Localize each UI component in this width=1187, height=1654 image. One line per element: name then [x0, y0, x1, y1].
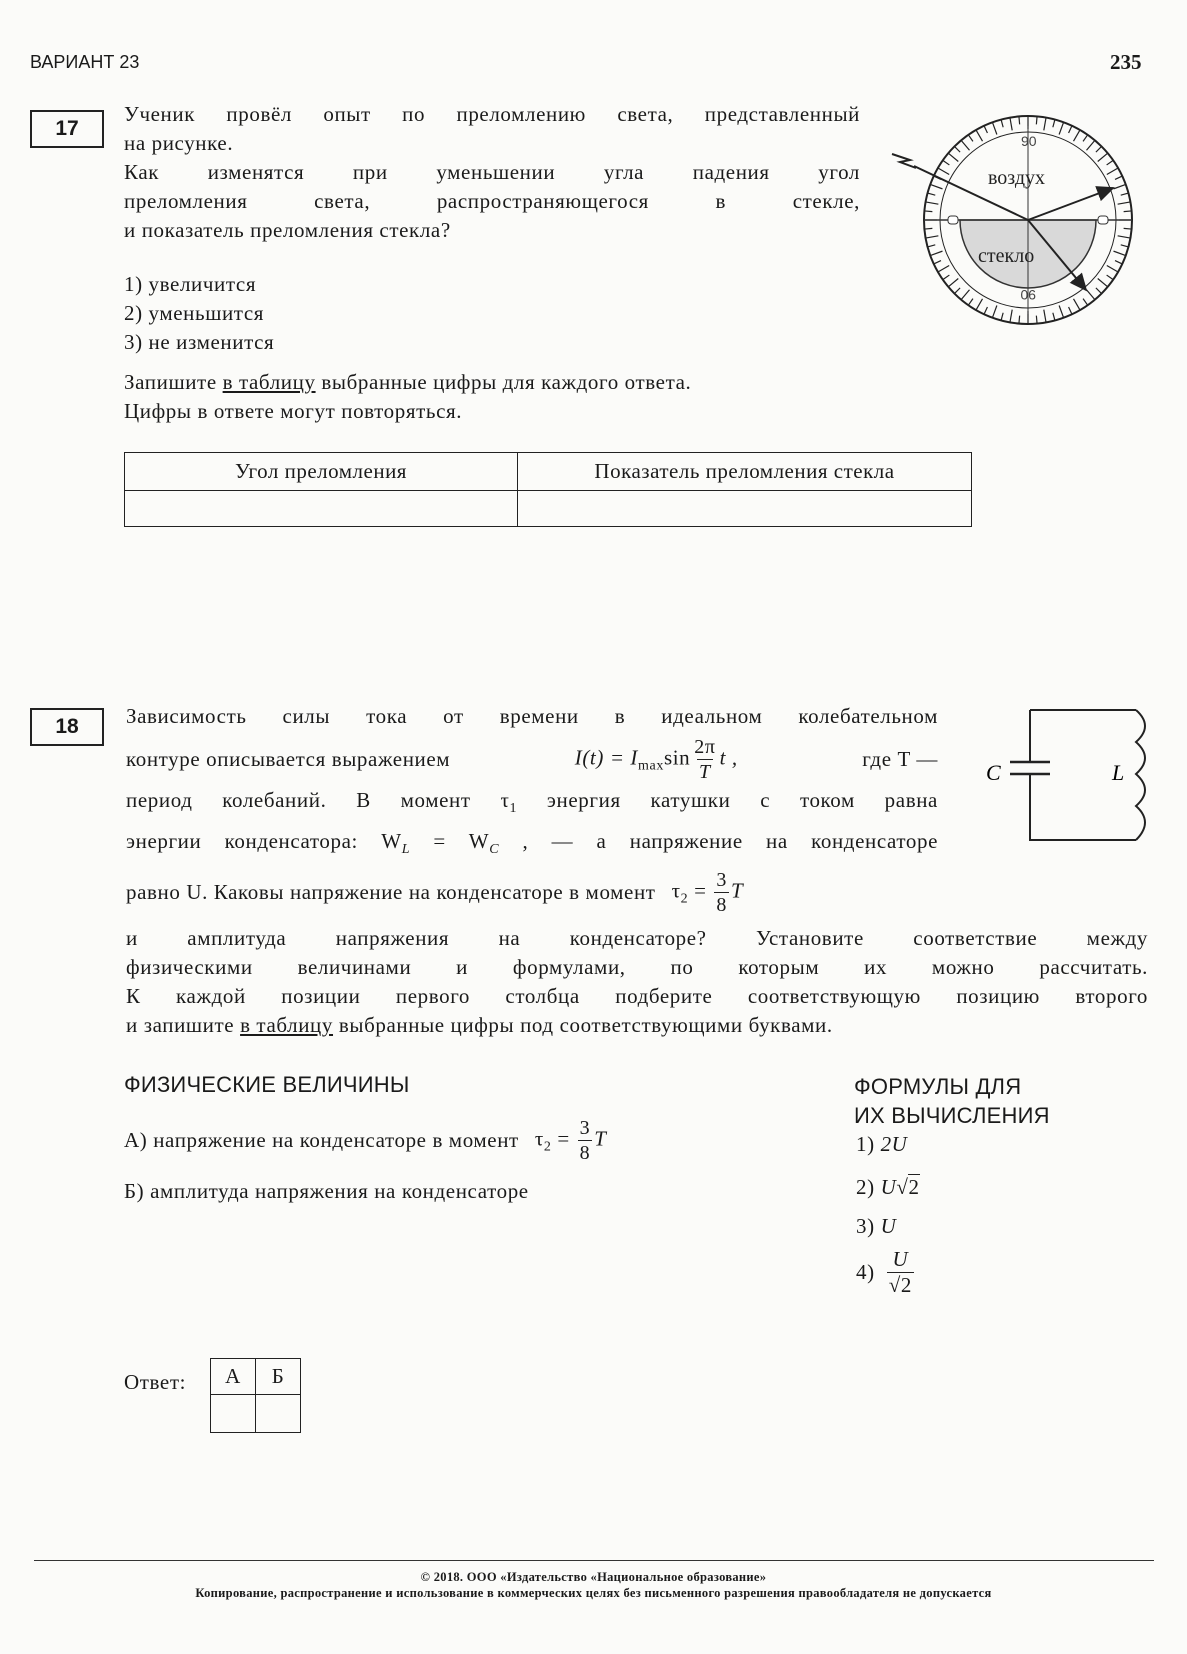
frac-num: U — [892, 1247, 909, 1271]
answer-col-b: Б — [256, 1359, 301, 1395]
label-air: воздух — [988, 167, 1046, 189]
eq: = — [688, 878, 713, 903]
table-header: Угол преломления — [125, 453, 518, 491]
tau: τ — [534, 1126, 544, 1151]
sub: 2 — [543, 1139, 552, 1155]
text-part: период колебаний. В момент τ — [126, 788, 510, 812]
item-a-text: А) напряжение на конденсаторе в момент — [124, 1128, 519, 1152]
sub: C — [489, 842, 500, 857]
frac-num: 3 — [716, 869, 727, 891]
scale-tick — [1059, 306, 1063, 318]
sqrt-symbol: √ — [888, 1273, 901, 1297]
tau2-formula — [672, 870, 744, 915]
scale-tick — [954, 146, 960, 152]
scale-tick — [1053, 313, 1055, 321]
frac-num: 3 — [579, 1117, 591, 1139]
scale-tick — [1107, 160, 1114, 165]
fraction-3-8 — [578, 1118, 593, 1163]
table-header: Показатель преломления стекла — [518, 453, 972, 491]
scale-tick — [1124, 228, 1132, 229]
q17-option: 1) увеличится — [124, 272, 257, 296]
fraction-3-8 — [714, 870, 729, 915]
scale-tick — [1001, 120, 1003, 128]
scale-tick — [1114, 184, 1126, 188]
item-b: Б) амплитуда напряжения на конденсаторе — [124, 1179, 529, 1203]
tau: τ — [671, 878, 681, 903]
scale-tick — [1096, 146, 1102, 152]
scale-tick — [1121, 193, 1129, 195]
q18-line: К каждой позиции первого столбца подберите соответствующую позицию второго — [126, 984, 1148, 1008]
scale-tick — [1115, 261, 1122, 264]
scale-tick — [1001, 313, 1003, 321]
q17-option: 2) уменьшится — [124, 301, 265, 325]
scale-tick — [1098, 278, 1108, 286]
scale-tick — [1107, 266, 1118, 273]
scale-tick — [961, 140, 969, 150]
variant-title: ВАРИАНТ 23 — [30, 52, 140, 72]
scale-tick — [984, 126, 987, 133]
scale-tick — [1086, 290, 1094, 300]
text-part: выбранные цифры под соответствующими буквами. — [333, 1013, 833, 1037]
scale-tick — [1059, 122, 1063, 134]
scale-tick — [1107, 168, 1118, 175]
inductor-coil — [1136, 710, 1145, 840]
formula-1 — [856, 1130, 1056, 1159]
sqrt-arg: 2 — [908, 1175, 920, 1199]
scale-tick — [1086, 140, 1094, 150]
scale-tick — [1069, 307, 1072, 314]
scale-tick — [976, 299, 983, 310]
col-right-title-line: ФОРМУЛЫ ДЛЯ — [854, 1074, 1022, 1099]
text-part: равно U. Каковы напряжение на конденсаторе в момент — [126, 880, 656, 904]
formula-num: 3) — [856, 1214, 875, 1238]
formula-4 — [856, 1249, 1056, 1296]
formula-num: 4) — [856, 1260, 875, 1284]
formula-part: t , — [719, 745, 738, 770]
current-formula — [575, 737, 738, 782]
scale-tick — [1118, 236, 1131, 238]
scale-tick — [1036, 316, 1037, 324]
item-a — [124, 1118, 607, 1163]
formula-3 — [856, 1212, 1056, 1241]
scale-tick — [992, 122, 996, 134]
scale-tick — [1044, 118, 1046, 131]
footer-notice: Копирование, распространение и использование в коммерческих целях без письменного разрешения правообладателя не допускается — [195, 1586, 992, 1600]
scale-tick — [976, 130, 983, 141]
scale-label-top: 90 — [1021, 133, 1037, 149]
scale-tick — [1114, 251, 1126, 255]
scale-tick — [948, 153, 958, 161]
scale-tick — [938, 266, 949, 273]
frac-num: 2π — [694, 736, 716, 758]
scale-tick — [924, 228, 932, 229]
instruction-link: в таблицу — [222, 370, 316, 394]
formula-part: I(t) = I — [574, 745, 639, 770]
inductor-label: L — [1112, 760, 1125, 785]
formula-sin: sin — [663, 745, 691, 770]
scale-tick — [948, 278, 958, 286]
footer-copyright: © 2018. ООО «Издательство «Национальное образование» — [420, 1570, 767, 1584]
sqrt-arg: 2 — [900, 1273, 912, 1297]
answer-col-a: А — [211, 1359, 256, 1395]
text-part: = W — [410, 829, 490, 853]
q17-answer-table — [124, 452, 972, 527]
refraction-diagram — [888, 110, 1138, 330]
scale-tick — [926, 236, 939, 238]
answer-cell[interactable] — [125, 491, 518, 527]
q18-line — [126, 827, 938, 864]
q18-line: и амплитуда напряжения на конденсаторе? Установите соответствие между — [126, 926, 1148, 950]
scale-tick — [1074, 299, 1081, 310]
scale-tick — [1121, 245, 1129, 247]
frac-den: 8 — [579, 1142, 591, 1164]
scale-tick — [1115, 176, 1122, 179]
answer-cell[interactable] — [211, 1395, 256, 1433]
page-number: 235 — [1110, 50, 1142, 74]
answer-cell[interactable] — [518, 491, 972, 527]
col-left-title: ФИЗИЧЕСКИЕ ВЕЛИЧИНЫ — [124, 1072, 410, 1097]
scale-tick — [1074, 130, 1081, 141]
formula-val: 2U — [880, 1132, 908, 1156]
frac-den: 8 — [716, 894, 727, 916]
q17-line: Как изменятся при уменьшении угла падения угол — [124, 160, 860, 184]
formula-2 — [856, 1173, 1056, 1202]
period-T: T — [731, 878, 744, 903]
scale-tick — [1036, 116, 1037, 124]
scale-tick — [1083, 299, 1088, 306]
formula-sub: max — [638, 758, 664, 774]
lc-circuit-diagram — [976, 700, 1156, 850]
q18-line: где T — — [862, 747, 938, 771]
question-number-18: 18 — [30, 708, 104, 746]
scale-tick — [926, 202, 939, 204]
footer-rule — [34, 1560, 1154, 1561]
scale-tick — [1083, 135, 1088, 142]
text-part: , — а напряжение на конденсаторе — [499, 829, 939, 853]
scale-tick — [928, 245, 936, 247]
col-right-title-line: ИХ ВЫЧИСЛЕНИЯ — [854, 1103, 1050, 1128]
formula-num: 2) — [856, 1175, 875, 1199]
scale-tick — [1044, 310, 1046, 323]
formula-val: U — [880, 1214, 897, 1238]
instruction-text: Запишите — [124, 370, 223, 394]
q18-line: физическими величинами и формулами, по которым их можно рассчитать. — [126, 955, 1148, 979]
instruction-text: выбранные цифры для каждого ответа. — [315, 370, 692, 394]
q17-option: 3) не изменится — [124, 330, 275, 354]
scale-tick — [928, 193, 936, 195]
scale-tick — [930, 184, 942, 188]
scale-tick — [943, 160, 950, 165]
answer-label: Ответ: — [124, 1370, 187, 1394]
q18-line — [126, 786, 938, 823]
q17-line: преломления света, распространяющегося в стекле, — [124, 189, 860, 213]
sqrt-symbol: √ — [896, 1175, 909, 1199]
scale-tick — [1124, 211, 1132, 212]
formula-num: 1) — [856, 1132, 875, 1156]
period-T: T — [594, 1126, 607, 1151]
frac-den: T — [699, 761, 711, 783]
frac-den — [887, 1272, 914, 1296]
q17-line: на рисунке. — [124, 131, 234, 155]
q17-instruction — [124, 368, 884, 426]
sub: 2 — [680, 891, 689, 907]
q18-text — [126, 702, 938, 915]
scale-label-bottom: 90 — [1020, 287, 1036, 303]
scale-tick — [1010, 118, 1012, 131]
scale-tick — [984, 307, 987, 314]
q18-paragraph — [126, 924, 1148, 1040]
sub: 1 — [509, 801, 518, 816]
formula-val: U — [880, 1175, 897, 1199]
q18-line: Зависимость силы тока от времени в идеальном колебательном — [126, 704, 938, 728]
scale-tick — [1107, 275, 1114, 280]
instruction-text: Цифры в ответе могут повторяться. — [124, 399, 463, 423]
scale-tick — [1098, 153, 1108, 161]
q18-formula-line — [126, 737, 938, 782]
scale-tick — [1118, 202, 1131, 204]
instruction-link: в таблицу — [240, 1013, 334, 1037]
scale-tick — [968, 299, 973, 306]
light-source-icon — [892, 154, 916, 168]
text-part: и запишите — [126, 1013, 241, 1037]
q18-answer-table — [210, 1358, 301, 1433]
scale-tick — [992, 306, 996, 318]
scale-tick — [934, 261, 941, 264]
tau2-formula — [535, 1118, 607, 1163]
q18-line: контуре описывается выражением — [126, 747, 451, 771]
scale-tick — [930, 251, 942, 255]
text-part: энергии конденсатора: W — [126, 829, 402, 853]
q17-line: и показатель преломления стекла? — [124, 218, 451, 242]
fraction-u-over-root2 — [887, 1249, 914, 1296]
scale-tick — [1019, 116, 1020, 124]
q17-text — [124, 100, 860, 245]
q18-line — [126, 870, 938, 915]
sub: L — [401, 842, 411, 857]
scale-tick — [1053, 120, 1055, 128]
col-right-title — [854, 1072, 1050, 1130]
scale-tick — [1019, 316, 1020, 324]
q17-line: Ученик провёл опыт по преломлению света, представленный — [124, 102, 860, 126]
scale-tick — [954, 288, 960, 294]
eq: = — [551, 1126, 576, 1151]
scale-tick — [938, 168, 949, 175]
scale-tick — [943, 275, 950, 280]
scale-tick — [1069, 126, 1072, 133]
scale-tick — [968, 135, 973, 142]
scale-tick — [961, 290, 969, 300]
question-number-17: 17 — [30, 110, 104, 148]
label-glass: стекло — [978, 245, 1035, 267]
text-part: энергия катушки с током равна — [517, 788, 938, 812]
scale-tick — [1010, 310, 1012, 323]
formula-list — [856, 1130, 1056, 1296]
answer-cell[interactable] — [256, 1395, 301, 1433]
scale-tick — [924, 211, 932, 212]
scale-tick — [1096, 288, 1102, 294]
q17-options — [124, 270, 274, 357]
fraction-2pi-over-t — [692, 737, 717, 782]
capacitor-label: C — [986, 760, 1001, 785]
